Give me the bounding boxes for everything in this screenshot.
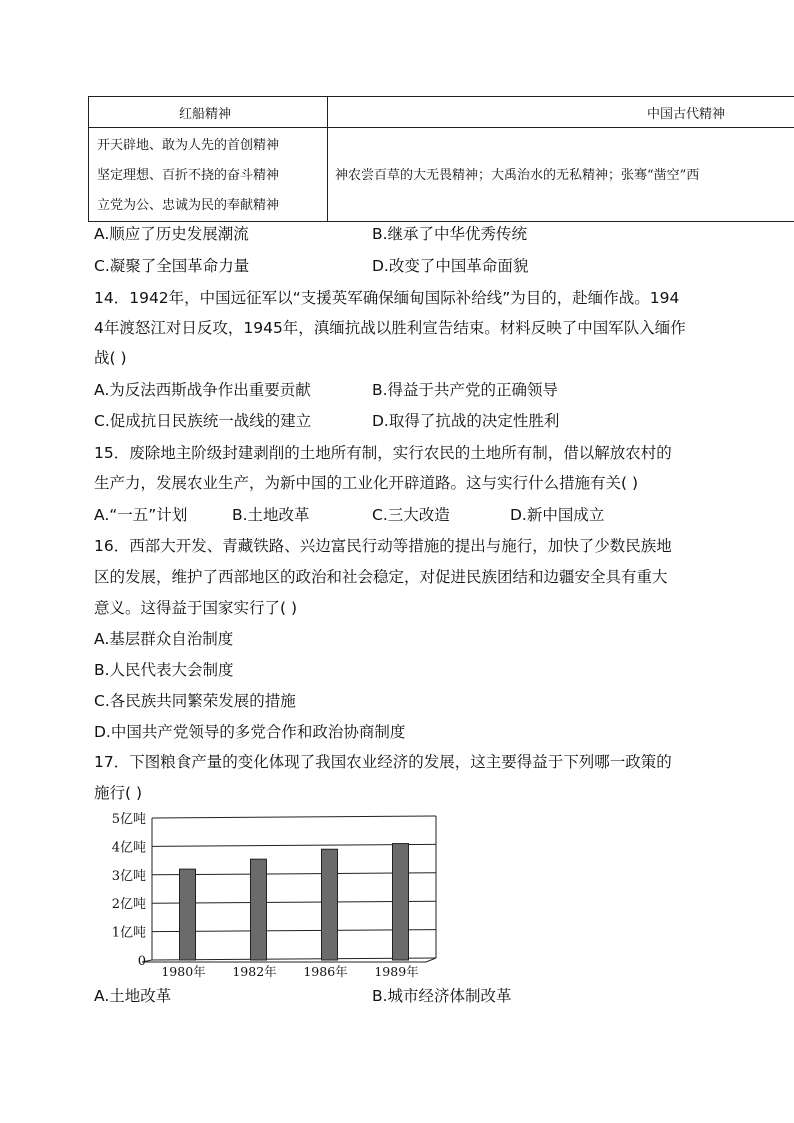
y-tick-label: 5亿吨 <box>111 812 146 827</box>
table-header-ancient-spirit: 中国古代精神 <box>647 107 726 122</box>
q15-option-c: C.三大改造 <box>372 506 450 524</box>
q14-stem-line: 14．1942年，中国远征军以“支援英军确保缅甸国际补给线”为目的，赴缅作战。194 <box>94 289 680 307</box>
q16-stem-line: 区的发展，维护了西部地区的政治和社会稳定，对促进民族团结和边疆安全具有重大 <box>94 568 668 586</box>
table-divider-vertical <box>327 97 328 221</box>
q14-option-a: A.为反法西斯战争作出重要贡献 <box>94 381 311 399</box>
q16-option-d: D.中国共产党领导的多党合作和政治协商制度 <box>94 723 406 741</box>
x-tick-label: 1980年 <box>161 964 206 979</box>
spirit-table <box>88 96 794 222</box>
q13-option-c: C.凝聚了全国革命力量 <box>94 257 250 275</box>
q16-stem-line: 16．西部大开发、青藏铁路、兴边富民行动等措施的提出与施行，加快了少数民族地 <box>94 537 672 555</box>
table-left-row: 坚定理想、百折不挠的奋斗精神 <box>97 168 280 183</box>
x-tick-label: 1986年 <box>303 964 348 979</box>
table-left-row: 开天辟地、敢为人先的首创精神 <box>97 138 280 153</box>
q13-option-d: D.改变了中国革命面貌 <box>372 257 529 275</box>
q14-stem-line: 4年渡怒江对日反攻，1945年，滇缅抗战以胜利宣告结束。材料反映了中国军队入缅作 <box>94 319 686 337</box>
bar <box>393 844 409 960</box>
y-tick-label: 3亿吨 <box>111 868 146 884</box>
y-tick-label: 1亿吨 <box>111 925 146 941</box>
q15-option-d: D.新中国成立 <box>510 506 605 524</box>
table-header-red-boat: 红船精神 <box>179 107 232 122</box>
q15-stem-line: 15．废除地主阶级封建剥削的土地所有制，实行农民的土地所有制，借以解放农村的 <box>94 444 672 462</box>
q15-option-a: A.“一五”计划 <box>94 506 188 524</box>
q16-option-a: A.基层群众自治制度 <box>94 630 234 648</box>
q14-stem-line: 战( ) <box>94 349 127 367</box>
table-right-text: 神农尝百草的大无畏精神；大禹治水的无私精神；张骞“凿空”西 <box>335 168 700 183</box>
q17-stem-line: 施行( ) <box>94 784 143 802</box>
q16-stem-line: 意义。这得益于国家实行了( ) <box>94 599 298 617</box>
q14-option-d: D.取得了抗战的决定性胜利 <box>372 412 560 430</box>
bar <box>322 849 338 960</box>
y-tick-label: 0 <box>137 954 146 969</box>
q17-stem-line: 17．下图粮食产量的变化体现了我国农业经济的发展，这主要得益于下列哪一政策的 <box>94 753 672 771</box>
q14-option-b: B.得益于共产党的正确领导 <box>372 381 559 399</box>
q17-option-b: B.城市经济体制改革 <box>372 987 512 1005</box>
gridline <box>152 816 436 818</box>
x-tick-label: 1982年 <box>232 964 277 979</box>
q16-option-b: B.人民代表大会制度 <box>94 661 234 679</box>
axis-corner-right <box>426 958 436 962</box>
q13-option-b: B.继承了中华优秀传统 <box>372 225 528 243</box>
grain-output-chart <box>96 812 456 980</box>
bar <box>180 869 196 960</box>
q17-option-a: A.土地改革 <box>94 987 172 1005</box>
q14-option-c: C.促成抗日民族统一战线的建立 <box>94 412 312 430</box>
q13-option-a: A.顺应了历史发展潮流 <box>94 225 249 243</box>
q15-stem-line: 生产力，发展农业生产，为新中国的工业化开辟道路。这与实行什么措施有关( ) <box>94 474 639 492</box>
table-left-row: 立党为公、忠诚为民的奉献精神 <box>97 198 280 213</box>
y-tick-label: 4亿吨 <box>111 840 146 856</box>
q16-option-c: C.各民族共同繁荣发展的措施 <box>94 692 296 710</box>
y-tick-label: 2亿吨 <box>111 897 146 913</box>
x-tick-label: 1989年 <box>374 964 419 979</box>
q15-option-b: B.土地改革 <box>232 506 310 524</box>
table-divider-horizontal <box>89 127 794 128</box>
bar <box>251 859 267 960</box>
